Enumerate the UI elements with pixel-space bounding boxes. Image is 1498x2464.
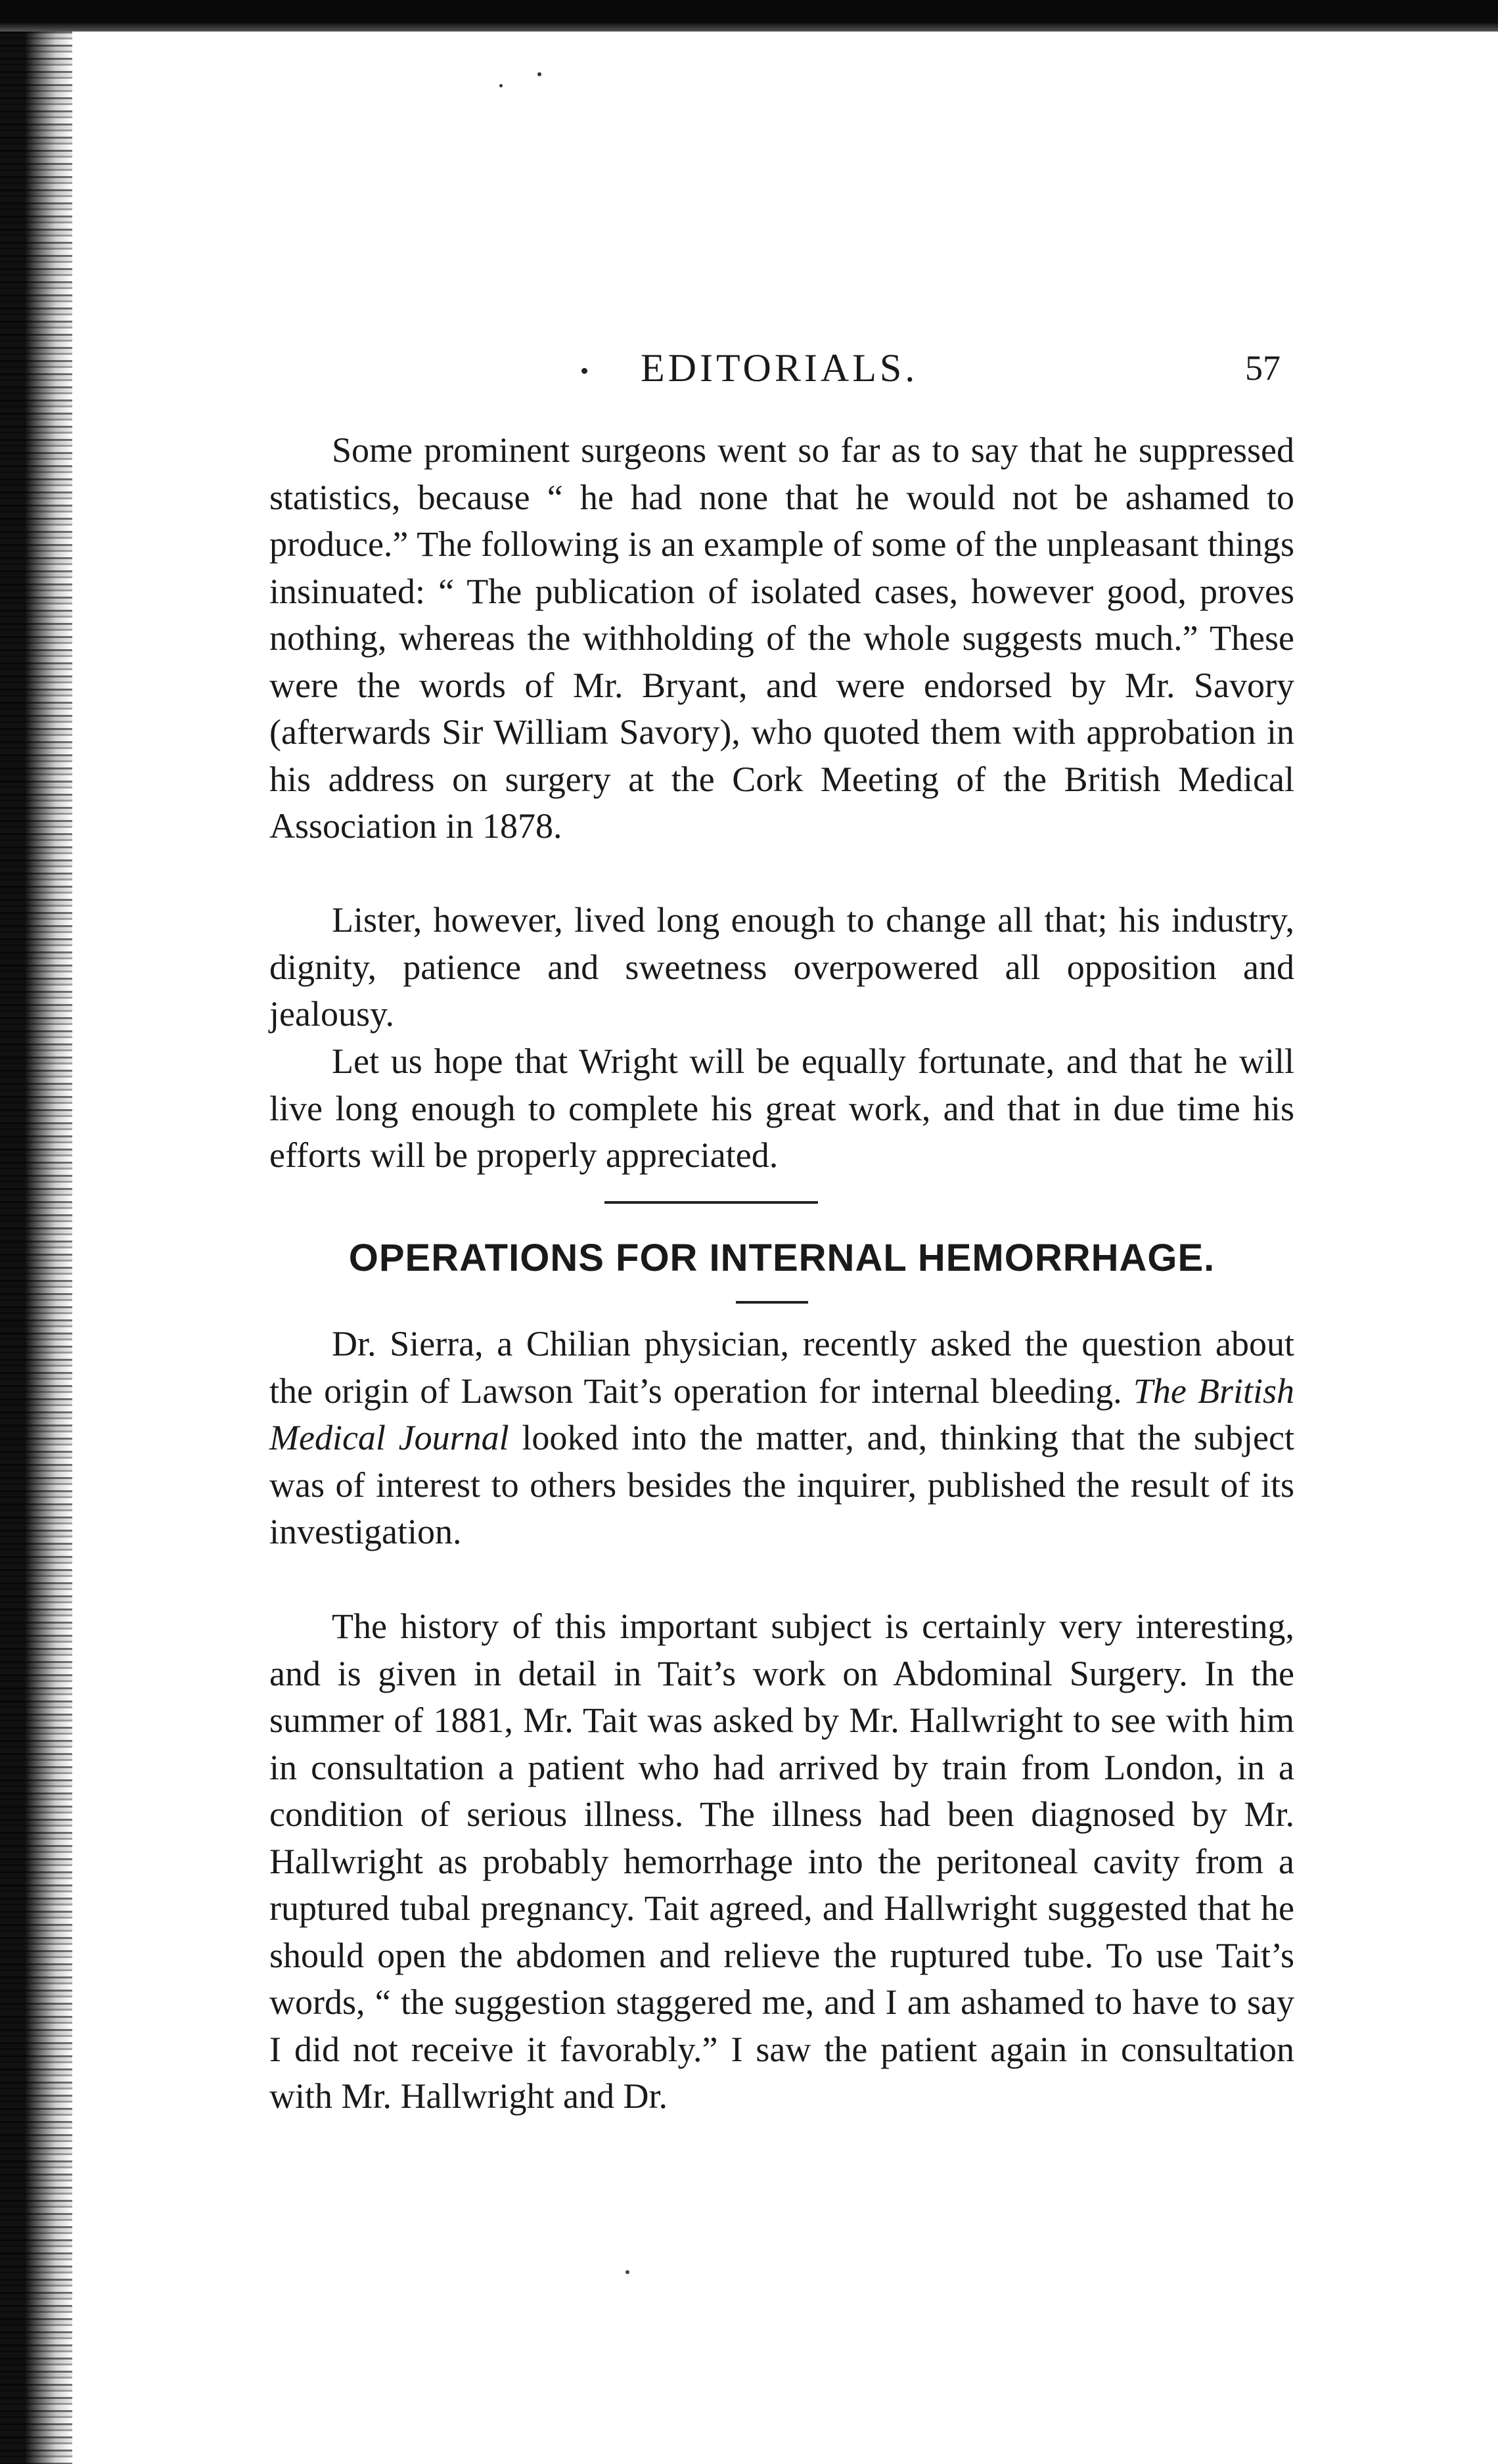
editorial-paragraph-2: Lister, however, lived long enough to change all that; his industry, dignity, patience and sweetness overpowered all opposition and jealousy.	[269, 900, 1294, 1034]
section-paragraph-1	[269, 1321, 1294, 1556]
paragraph-text: looked into the matter, and, thinking that the subject was of interest to others besides the inquirer, published the result of its investigation.	[269, 1418, 1294, 1551]
page-number: 57	[1245, 348, 1281, 388]
scan-speck	[625, 2270, 629, 2274]
journal-title: The British Medical Journal	[269, 1371, 1294, 1457]
header-dot	[581, 368, 587, 374]
paragraph-text: Dr. Sierra, a Chilian physician, recently asked the question about the origin of Lawson Tait’s operation for internal bleeding.	[269, 1324, 1294, 1411]
running-head-title: EDITORIALS.	[641, 346, 919, 390]
scan-speck	[499, 84, 503, 87]
running-header	[0, 342, 1498, 394]
editorial-paragraph-1: Some prominent surgeons went so far as to say that he suppressed statistics, because “ he had none that he would not be ashamed to produce.” The following is an example of some of the unpleasant things insinuated: “ The publication of isolated cases, however good, proves nothing, whereas the withholding of the whole suggests much.” These were the words of Mr. Bryant, and were endorsed by Mr. Savory (afterwards Sir William Savory), who quoted them with approbation in his address on surgery at the Cork Meeting of the British Medical Association in 1878.	[269, 430, 1294, 846]
title-underline-rule	[736, 1301, 808, 1304]
scan-top-edge	[0, 0, 1498, 32]
editorial-paragraph-3: Let us hope that Wright will be equally fortunate, and that he will live long enough to complete his great work, and that in due time his efforts will be properly appreciated.	[269, 1041, 1294, 1175]
scan-binding-edge	[0, 32, 72, 2464]
section-divider-rule	[604, 1201, 818, 1204]
scan-speck	[537, 72, 541, 76]
section-paragraph-2: The history of this important subject is certainly very interesting, and is given in detail in Tait’s work on Abdominal Surgery. In the summer of 1881, Mr. Tait was asked by Mr. Hallwright to see with him in consultation a patient who had arrived by train from London, in a condition of serious illness. The illness had been diagnosed by Mr. Hallwright as probably hemorrhage into the peritoneal cavity from a ruptured tubal pregnancy. Tait agreed, and Hallwright suggested that he should open the abdomen and relieve the ruptured tube. To use Tait’s words, “ the suggestion staggered me, and I am ashamed to have to say I did not receive it favorably.” I saw the patient again in consultation with Mr. Hallwright and Dr.	[269, 1607, 1294, 2116]
section-title: OPERATIONS FOR INTERNAL HEMORRHAGE.	[348, 1237, 1215, 1279]
